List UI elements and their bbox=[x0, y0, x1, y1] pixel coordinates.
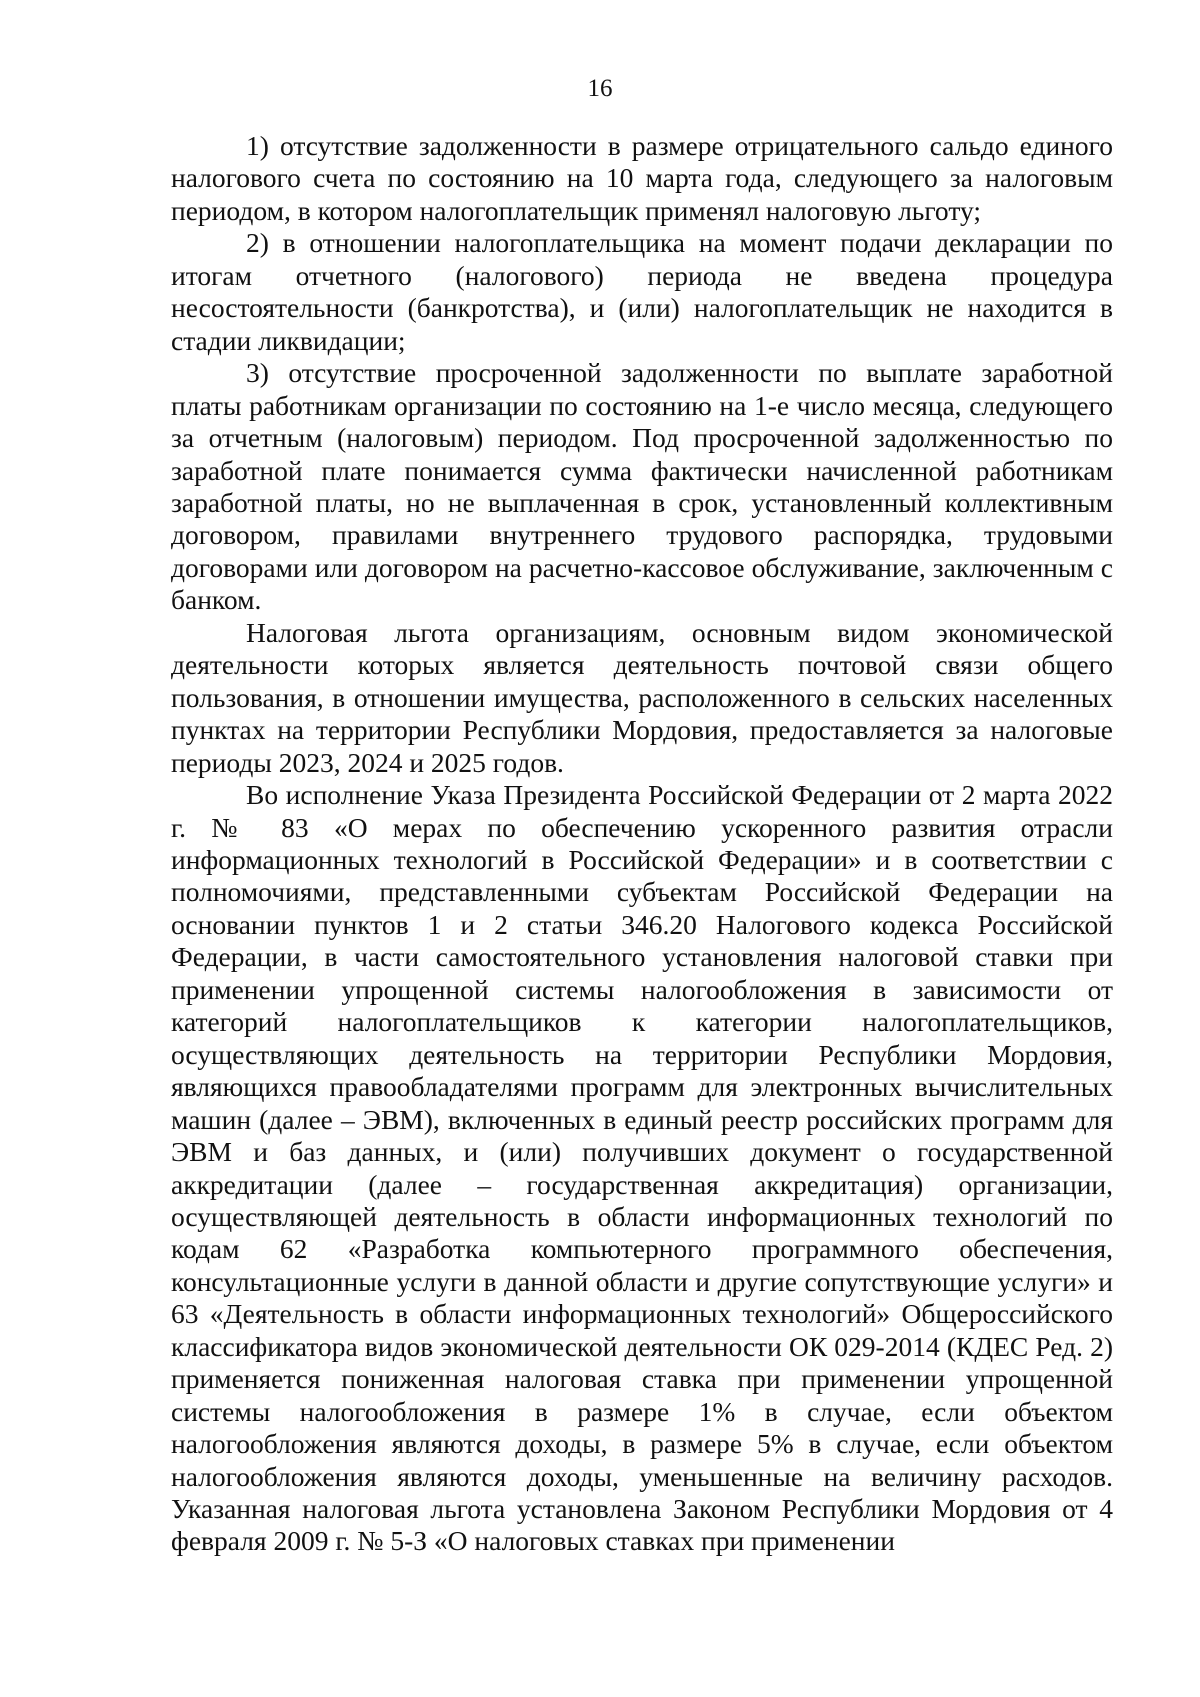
page-number: 16 bbox=[587, 75, 613, 102]
document-body bbox=[171, 130, 1113, 1558]
paragraph-condition-1: 1) отсутствие задолженности в размере отрицательного сальдо единого налогового счета по состоянию на 10 марта года, следующего за налоговым периодом, в котором налогоплательщик применял налоговую льготу; bbox=[171, 130, 1113, 226]
paragraph-condition-3: 3) отсутствие просроченной задолженности по выплате заработной платы работникам организации по состоянию на 1-е число месяца, следующего за отчетным (налоговым) периодом. Под просроченной задолженностью по заработной плате понимается сумма фактически начисленной работникам заработной платы, но не выплаченная в срок, установленный коллективным договором, правилами внутреннего трудового распорядка, трудовыми договорами или договором на расчетно-кассовое обслуживание, заключенным с банком. bbox=[171, 357, 1113, 616]
paragraph-it-tax-rate: Во исполнение Указа Президента Российской Федерации от 2 марта 2022 г. № 83 «О мерах по обеспечению ускоренного развития отрасли информационных технологий в Российской Федерации» и в соответствии с полномочиями, представленными субъектам Российской Федерации на основании пунктов 1 и 2 статьи 346.20 Налогового кодекса Российской Федерации, в части самостоятельного установления налоговой ставки при применении упрощенной системы налогообложения в зависимости от категорий налогоплательщиков к категории налогоплательщиков, осуществляющих деятельность на территории Республики Мордовия, являющихся правообладателями программ для электронных вычислительных машин (далее – ЭВМ), включенных в единый реестр российских программ для ЭВМ и баз данных, и (или) получивших документ о государственной аккредитации (далее – государственная аккредитация) организации, осуществляющей деятельность в области информационных технологий по кодам 62 «Разработка компьютерного программного обеспечения, консультационные услуги в данной области и другие сопутствующие услуги» и 63 «Деятельность в области информационных технологий» Общероссийского классификатора видов экономической деятельности ОК 029-2014 (КДЕС Ред. 2) применяется пониженная налоговая ставка при применении упрощенной системы налогообложения в размере 1% в случае, если объектом налогообложения являются доходы, в размере 5% в случае, если объектом налогообложения являются доходы, уменьшенные на величину расходов. Указанная налоговая льгота установлена Законом Республики Мордовия от 4 февраля 2009 г. № 5-З «О налоговых ставках при применении bbox=[171, 779, 1113, 1557]
paragraph-postal-benefit: Налоговая льгота организациям, основным видом экономической деятельности которых является деятельность почтовой связи общего пользования, в отношении имущества, расположенного в сельских населенных пунктах на территории Республики Мордовия, предоставляется за налоговые периоды 2023, 2024 и 2025 годов. bbox=[171, 616, 1113, 778]
paragraph-condition-2: 2) в отношении налогоплательщика на момент подачи декларации по итогам отчетного (налогового) периода не введена процедура несостоятельности (банкротства), и (или) налогоплательщик не находится в стадии ликвидации; bbox=[171, 227, 1113, 356]
